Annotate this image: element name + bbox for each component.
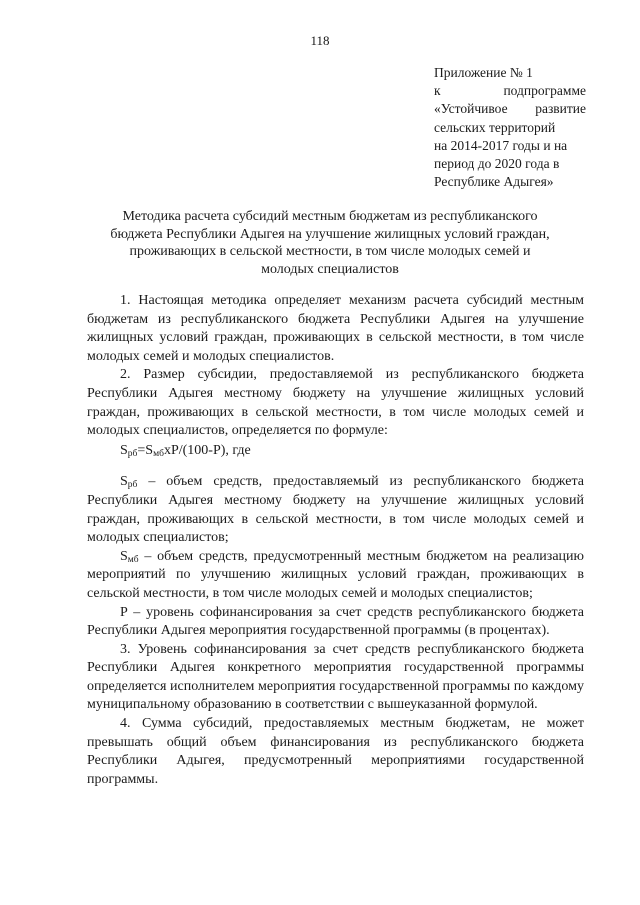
title-line-1: Методика расчета субсидий местным бюджетам из республиканского — [122, 209, 538, 224]
definition-srb-text: – объем средств, предоставляемый из республиканского бюджета Республики Адыгея местному бюджету на улучшение жилищных условий граждан, проживающих в сельской местности, в том числе молодых семей и молодых специалистов; — [87, 474, 584, 546]
appendix-line-2 — [434, 82, 586, 100]
appendix-line-2-right: подпрограмме — [503, 83, 586, 99]
appendix-line-6: период до 2020 года в — [434, 156, 560, 172]
page-number: 118 — [310, 33, 330, 48]
formula-s: S — [120, 442, 128, 458]
definition-srb — [87, 473, 584, 547]
definition-srb-symbol: S — [120, 474, 128, 490]
formula-rest: xP/(100-P), где — [163, 442, 251, 458]
title-line-3: проживающих в сельской местности, в том числе молодых семей и — [129, 244, 531, 259]
appendix-line-4: сельских территорий — [434, 119, 556, 135]
appendix-line-2-left: к — [434, 83, 441, 99]
definition-p: P – уровень софинансирования за счет средств республиканского бюджета Республики Адыгея мероприятия государственной программы (в процентах). — [87, 604, 584, 639]
paragraph-2: 2. Размер субсидии, предоставляемой из республиканского бюджета Республики Адыгея местному бюджету на улучшение жилищных условий граждан, проживающих в сельской местности, в том числе молодых семей и молодых специалистов, определяется по формуле: — [87, 367, 584, 439]
formula-eq: =S — [137, 442, 154, 458]
appendix-line-3 — [434, 100, 586, 118]
definition-smb-text: – объем средств, предусмотренный местным бюджетом на реализацию мероприятий по улучшению жилищных условий граждан, проживающих в сельской местности, в том числе молодых семей и молодых специалистов; — [87, 548, 584, 601]
appendix-header — [434, 64, 586, 191]
definition-smb-symbol: S — [120, 548, 128, 564]
definition-smb — [87, 548, 584, 604]
appendix-line-7: Республике Адыгея» — [434, 174, 554, 190]
definition-srb-sub: рб — [127, 480, 138, 491]
document-title — [95, 208, 565, 278]
appendix-line-3-right: развитие — [535, 101, 586, 117]
formula-sub-rb: рб — [127, 448, 138, 459]
title-line-2: бюджета Республики Адыгея на улучшение жилищных условий граждан, — [110, 226, 550, 242]
title-line-4: молодых специалистов — [261, 261, 399, 277]
paragraph-4: 4. Сумма субсидий, предоставляемых местным бюджетам, не может превышать общий объем финансирования из республиканского бюджета Республики Адыгея, предусмотренный мероприятиями государственной программы. — [87, 716, 584, 787]
document-body — [87, 292, 584, 789]
definition-smb-sub: мб — [127, 554, 139, 565]
paragraph-1: 1. Настоящая методика определяет механизм расчета субсидий местным бюджетам из республиканского бюджета Республики Адыгея на улучшение жилищных условий граждан, проживающих в сельской местности, в том числе молодых семей и молодых специалистов. — [87, 293, 584, 364]
paragraph-3: 3. Уровень софинансирования за счет средств республиканского бюджета Республики Адыгея конкретного мероприятия государственной программы определяется исполнителем мероприятия государственной программы по каждому муниципальному образованию в соответствии с вышеуказанной формулой. — [87, 641, 584, 713]
appendix-line-3-left: «Устойчивое — [434, 101, 508, 117]
formula — [87, 442, 584, 461]
appendix-title: Приложение № 1 — [434, 65, 533, 80]
formula-sub-mb: мб — [153, 448, 164, 459]
appendix-line-5: на 2014-2017 годы и на — [434, 137, 568, 153]
